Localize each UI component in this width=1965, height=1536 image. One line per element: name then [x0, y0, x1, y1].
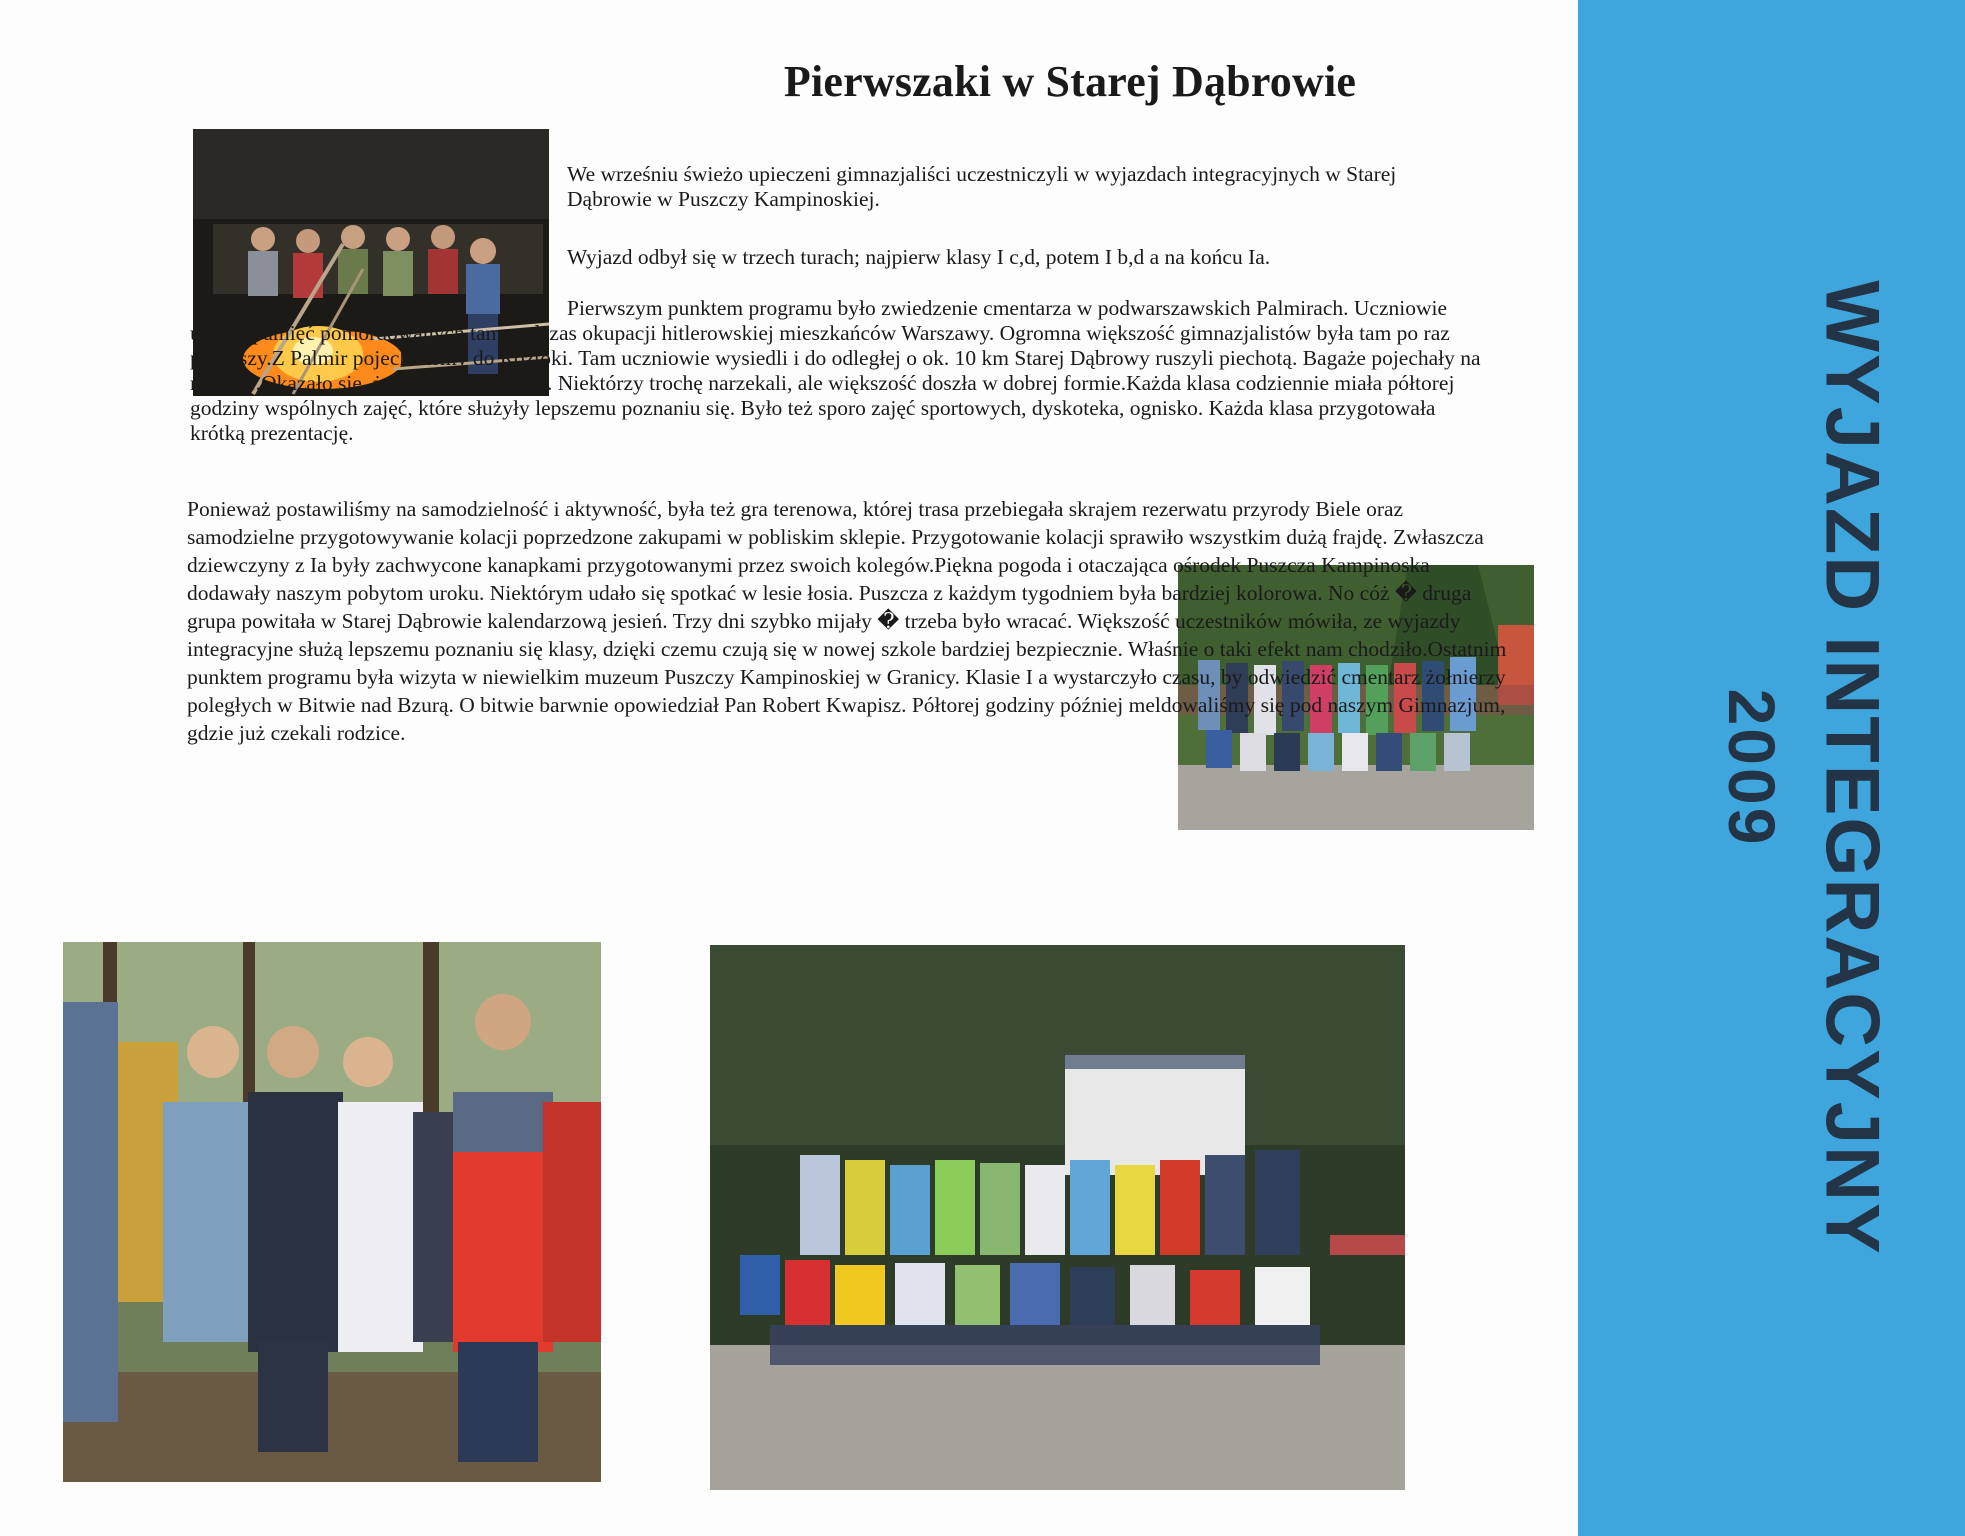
paragraph-activities: Ponieważ postawiliśmy na samodzielność i aktywność, była też gra terenowa, której trasa przebiegała skrajem rezerwatu przyrody Biele oraz samodzielne przygotowywanie kolacji poprzedzone zakupami w pobliskim sklepie. Przygotowanie kolacji sprawiło wszystkim dużą frajdę. Zwłaszcza dziewczyny z Ia były zachwycone kanapkami przygotowanymi przez swoich kolegów.Piękna pogoda i otaczająca ośrodek Puszcza Kampinoska dodawały naszym pobytom uroku. Niektórym udało się spotkać w lesie łosia. Puszcza z każdym tygodniem była bardziej kolorowa. No cóż � druga grupa powitała w Starej Dąbrowie kalendarzową jesień. Trzy dni szybko mijały � trzeba było wracać. Większość uczestników mówiła, ze wyjazdy integracyjne służą lepszemu poznaniu się klasy, dzięki czemu czują się w nowej szkole bardziej bezpiecznie. Właśnie o taki efekt nam chodziło.Ostatnim punktem programu była wizyta w niewielkim muzeum Puszczy Kampinoskiej w Granicy. Klasie I a wystarczyło czasu, by odwiedzić cmentarz żołnierzy poległych w Bitwie nad Bzurą. O bitwie barwnie opowiedział Pan Robert Kwapisz. Półtorej godziny później meldowaliśmy się pod naszym Gimnazjum, gdzie już czekali rodzice. — [187, 497, 1507, 745]
paragraph-program: Pierwszym punktem programu było zwiedzenie cmentarza w podwarszawskich Palmirach. Uczniowie uczcili pamięć pomordowanych tam podczas okupacji hitlerowskiej mieszkańców Warszawy. Ogromna większość gimnazjalistów była tam po raz pierwszy.Z Palmir pojechaliśmy do Roztoki. Tam uczniowie wysiedli i do odległej o ok. 10 km Starej Dąbrowy ruszyli piechotą. Bagaże pojechały na miejsce.Okazało się, że 10 km to niedużo. Niektórzy trochę narzekali, ale większość doszła w dobrej formie.Każda klasa codziennie miała półtorej godziny wspólnych zajęć, które służyły lepszemu poznaniu się. Było też sporo zajęć sportowych, dyskoteka, ognisko. Każda klasa przygotowała krótką prezentację. — [190, 296, 1481, 445]
article-title: Pierwszaki w Starej Dąbrowie — [783, 57, 1357, 106]
photo-group-large — [710, 945, 1405, 1490]
photo-kids-forest — [63, 942, 601, 1482]
paragraph-tours: Wyjazd odbył się w trzech turach; najpierw klasy I c,d, potem I b,d a na końcu Ia. — [567, 245, 1271, 269]
sidebar-title: WYJAZD INTEGRACYJNY — [1809, 280, 1895, 1256]
paragraph-intro: We wrześniu świeżo upieczeni gimnazjaliści uczestniczyli w wyjazdach integracyjnych w Starej Dąbrowie w Puszczy Kampinoskiej. — [567, 162, 1397, 211]
sidebar-year: 2009 — [1715, 688, 1789, 848]
